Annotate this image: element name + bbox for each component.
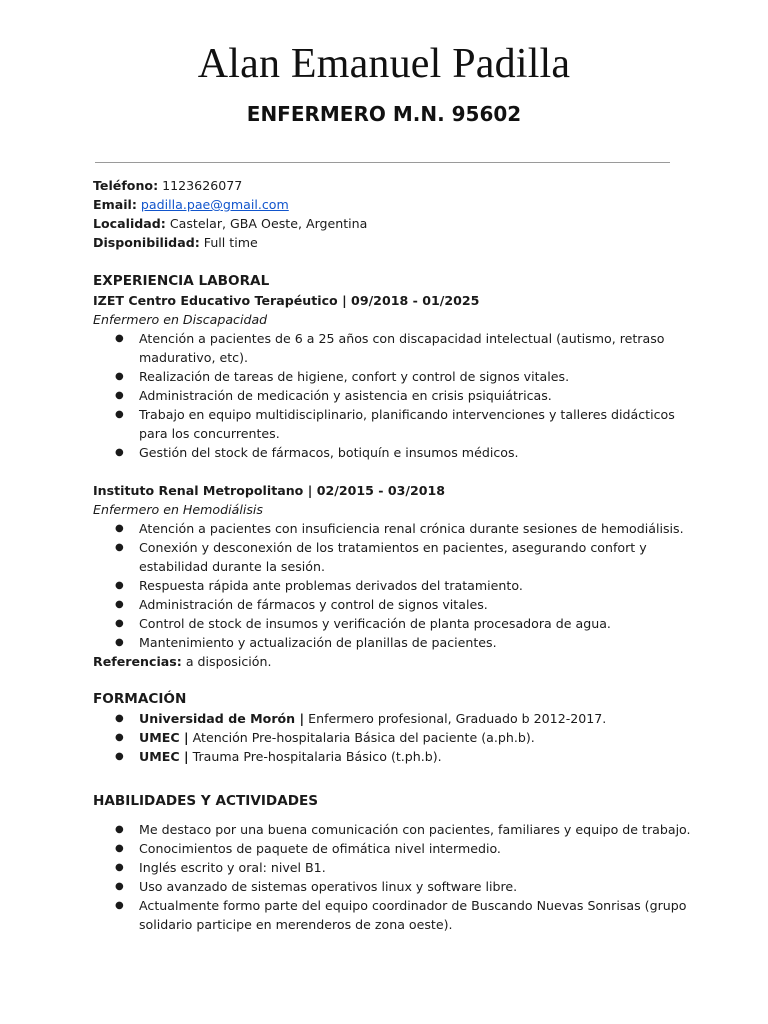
bullet-icon: ● <box>115 637 124 648</box>
education-institution: Universidad de Morón | <box>139 711 305 726</box>
bullet-text-line: Control de stock de insumos y verificación de planta procesadora de agua. <box>139 616 611 631</box>
skills-list <box>93 820 691 934</box>
bullet-icon: ● <box>115 713 124 724</box>
job-bullet-item <box>93 614 683 633</box>
education-description: Enfermero profesional, Graduado b 2012-2017. <box>308 711 607 726</box>
experience-section <box>93 272 683 671</box>
skills-heading: HABILIDADES Y ACTIVIDADES <box>93 793 319 809</box>
availability-label: Disponibilidad: <box>93 235 200 250</box>
header-divider <box>95 162 670 163</box>
education-heading: FORMACIÓN <box>93 691 187 707</box>
bullet-icon: ● <box>115 900 124 911</box>
bullet-text-line: Realización de tareas de higiene, confort y control de signos vitales. <box>139 369 570 384</box>
education-institution: UMEC | <box>139 730 189 745</box>
bullet-text-line: Trabajo en equipo multidisciplinario, planificando intervenciones y talleres didácticos <box>139 407 675 422</box>
bullet-icon: ● <box>115 447 124 458</box>
bullet-text-line: Atención a pacientes con insuficiencia renal crónica durante sesiones de hemodiálisis. <box>139 521 684 536</box>
education-list <box>93 709 683 766</box>
education-item <box>93 709 683 728</box>
job-role: Enfermero en Discapacidad <box>93 312 268 327</box>
candidate-name: Alan Emanuel Padilla <box>197 41 571 87</box>
skill-item <box>93 820 691 839</box>
education-item <box>93 728 683 747</box>
bullet-text-line: Gestión del stock de fármacos, botiquín e insumos médicos. <box>139 445 519 460</box>
skill-item <box>93 877 683 896</box>
skill-text-line: solidario participe en merenderos de zona oeste). <box>139 917 453 932</box>
job-bullet-item <box>93 576 683 595</box>
job-bullet-item <box>93 595 683 614</box>
job-role: Enfermero en Hemodiálisis <box>93 502 263 517</box>
email-label: Email: <box>93 197 137 212</box>
education-line <box>139 747 683 766</box>
skill-text-line: Uso avanzado de sistemas operativos linux y software libre. <box>139 879 518 894</box>
bullet-icon: ● <box>115 390 124 401</box>
phone-line <box>93 176 683 195</box>
education-line <box>139 709 683 728</box>
skills-section <box>93 792 691 934</box>
job-bullet-item <box>93 405 683 443</box>
education-section <box>93 690 683 766</box>
bullet-icon: ● <box>115 409 124 420</box>
jobs-list <box>93 291 683 652</box>
bullet-text-line: Administración de fármacos y control de signos vitales. <box>139 597 488 612</box>
email-line <box>93 195 683 214</box>
availability-line <box>93 233 683 252</box>
bullet-text-line: Respuesta rápida ante problemas derivados del tratamiento. <box>139 578 523 593</box>
bullet-icon: ● <box>115 523 124 534</box>
resume-body <box>93 176 691 934</box>
job-bullet-item <box>93 386 683 405</box>
job-bullet-item <box>93 519 683 538</box>
references-line <box>93 652 683 671</box>
professional-title: ENFERMERO M.N. 95602 <box>246 102 522 126</box>
skill-item <box>93 839 683 858</box>
bullet-icon: ● <box>115 580 124 591</box>
bullet-icon: ● <box>115 824 124 835</box>
job-bullet-item <box>93 443 683 462</box>
job-bullet-item <box>93 538 683 576</box>
job-entry <box>93 291 683 462</box>
availability-value: Full time <box>203 235 258 250</box>
job-bullets <box>93 329 683 462</box>
job-bullet-item <box>93 367 683 386</box>
location-label: Localidad: <box>93 216 166 231</box>
location-value: Castelar, GBA Oeste, Argentina <box>169 216 368 231</box>
job-bullet-item <box>93 633 683 652</box>
skill-text-line: Inglés escrito y oral: nivel B1. <box>139 860 326 875</box>
job-bullet-item <box>93 329 683 367</box>
bullet-text-line: Atención a pacientes de 6 a 25 años con discapacidad intelectual (autismo, retraso <box>139 331 665 346</box>
skill-text-line: Conocimientos de paquete de ofimática nivel intermedio. <box>139 841 501 856</box>
job-organization: Instituto Renal Metropolitano | 02/2015 - 03/2018 <box>93 483 446 498</box>
bullet-icon: ● <box>115 862 124 873</box>
bullet-icon: ● <box>115 881 124 892</box>
bullet-text-line: Mantenimiento y actualización de planillas de pacientes. <box>139 635 497 650</box>
references-value: a disposición. <box>185 654 272 669</box>
references-label: Referencias: <box>93 654 182 669</box>
bullet-text-line: para los concurrentes. <box>139 426 280 441</box>
experience-heading: EXPERIENCIA LABORAL <box>93 273 270 289</box>
skill-text-line: Actualmente formo parte del equipo coordinador de Buscando Nuevas Sonrisas (grupo <box>139 898 687 913</box>
bullet-icon: ● <box>115 751 124 762</box>
education-institution: UMEC | <box>139 749 189 764</box>
skill-item <box>93 858 683 877</box>
bullet-text-line: madurativo, etc). <box>139 350 248 365</box>
education-description: Trauma Pre-hospitalaria Básico (t.ph.b). <box>192 749 442 764</box>
bullet-icon: ● <box>115 542 124 553</box>
bullet-text-line: Administración de medicación y asistencia en crisis psiquiátricas. <box>139 388 552 403</box>
skill-text-line: Me destaco por una buena comunicación con pacientes, familiares y equipo de trabajo. <box>139 822 691 837</box>
skill-item <box>93 896 687 934</box>
contact-block <box>93 176 683 252</box>
bullet-icon: ● <box>115 599 124 610</box>
bullet-icon: ● <box>115 843 124 854</box>
job-bullets <box>93 519 683 652</box>
education-item <box>93 747 683 766</box>
bullet-text-line: Conexión y desconexión de los tratamientos en pacientes, asegurando confort y <box>139 540 647 555</box>
bullet-icon: ● <box>115 732 124 743</box>
job-organization: IZET Centro Educativo Terapéutico | 09/2018 - 01/2025 <box>93 293 480 308</box>
bullet-icon: ● <box>115 371 124 382</box>
phone-value: 1123626077 <box>162 178 243 193</box>
education-line <box>139 728 683 747</box>
education-description: Atención Pre-hospitalaria Básica del paciente (a.ph.b). <box>192 730 535 745</box>
bullet-text-line: estabilidad durante la sesión. <box>139 559 325 574</box>
job-entry <box>93 481 683 652</box>
bullet-icon: ● <box>115 333 124 344</box>
phone-label: Teléfono: <box>93 178 159 193</box>
bullet-icon: ● <box>115 618 124 629</box>
location-line <box>93 214 683 233</box>
email-link[interactable]: padilla.pae@gmail.com <box>140 197 289 212</box>
